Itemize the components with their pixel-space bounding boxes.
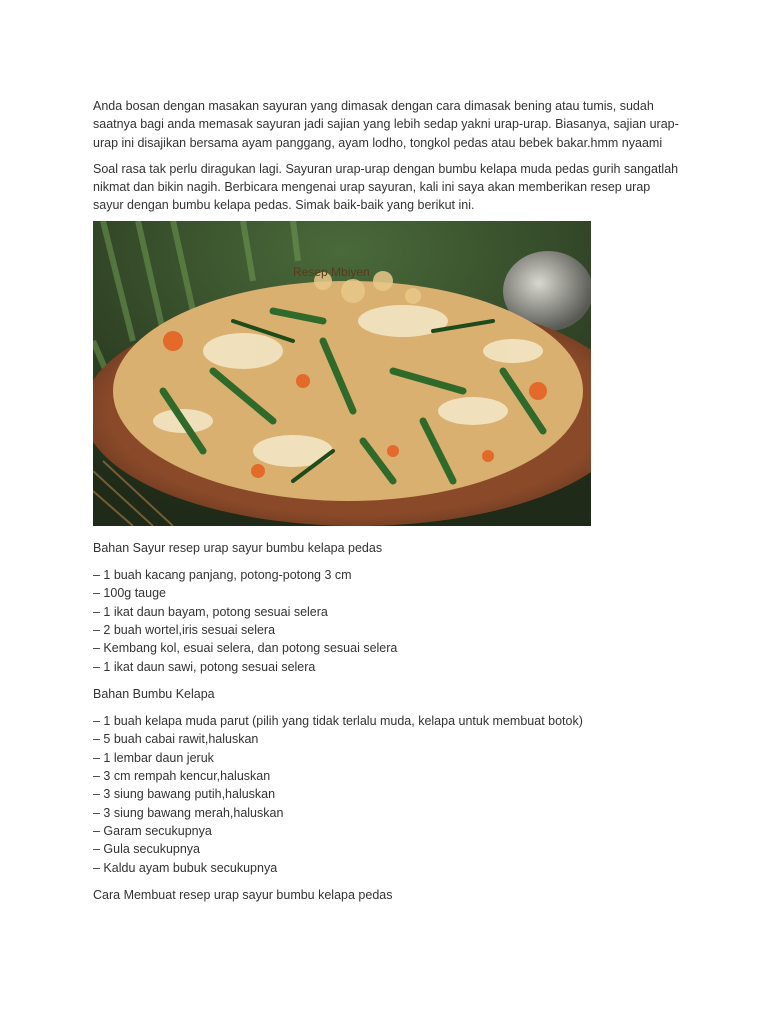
intro-paragraph: Soal rasa tak perlu diragukan lagi. Sayuran urap-urap dengan bumbu kelapa muda pedas gurih sangatlah nikmat dan bikin nagih. Berbicara mengenai urap sayuran, kali ini saya akan memberikan resep urap sayur dengan bumbu kelapa pedas. Simak baik-baik yang berikut ini. — [93, 161, 679, 213]
list-item: – 100g tauge — [93, 586, 166, 601]
list-item: – Gula secukupnya — [93, 842, 201, 857]
coconut-heading: Bahan Bumbu Kelapa — [93, 686, 215, 701]
list-item: – 1 buah kacang panjang, potong-potong 3 cm — [93, 568, 352, 583]
list-item: – 5 buah cabai rawit,haluskan — [93, 732, 259, 747]
list-item: – 1 ikat daun sawi, potong sesuai selera — [93, 659, 316, 674]
list-item: – 3 cm rempah kencur,haluskan — [93, 769, 271, 784]
list-item: – 1 lembar daun jeruk — [93, 750, 214, 765]
vegetables-heading: Bahan Sayur resep urap sayur bumbu kelapa pedas — [93, 540, 383, 555]
intro-paragraph: Anda bosan dengan masakan sayuran yang dimasak dengan cara dimasak bening atau tumis, sudah saatnya bagi anda memasak sayuran jadi sajian yang lebih sedap yakni urap-urap. Biasanya, sajian urap-urap ini disajikan bersama ayam panggang, ayam lodho, tongkol pedas atau bebek bakar.hmm nyaami — [93, 99, 679, 150]
list-item: – 3 siung bawang putih,haluskan — [93, 787, 276, 802]
list-item: – 1 buah kelapa muda parut (pilih yang tidak terlalu muda, kelapa untuk membuat botok) — [93, 714, 583, 729]
coconut-list — [93, 712, 683, 877]
list-item: – Kaldu ayam bubuk secukupnya — [93, 860, 278, 875]
list-item: – 2 buah wortel,iris sesuai selera — [93, 622, 276, 637]
document-page — [93, 97, 683, 904]
urap-dish-photo — [93, 221, 591, 526]
list-item: – Garam secukupnya — [93, 823, 212, 838]
list-item: – 3 siung bawang merah,haluskan — [93, 805, 284, 820]
method-heading: Cara Membuat resep urap sayur bumbu kelapa pedas — [93, 887, 393, 902]
vegetables-list — [93, 566, 683, 676]
list-item: – 1 ikat daun bayam, potong sesuai selera — [93, 604, 328, 619]
image-watermark: Resep Mbiyen — [293, 264, 370, 279]
list-item: – Kembang kol, esuai selera, dan potong sesuai selera — [93, 641, 398, 656]
